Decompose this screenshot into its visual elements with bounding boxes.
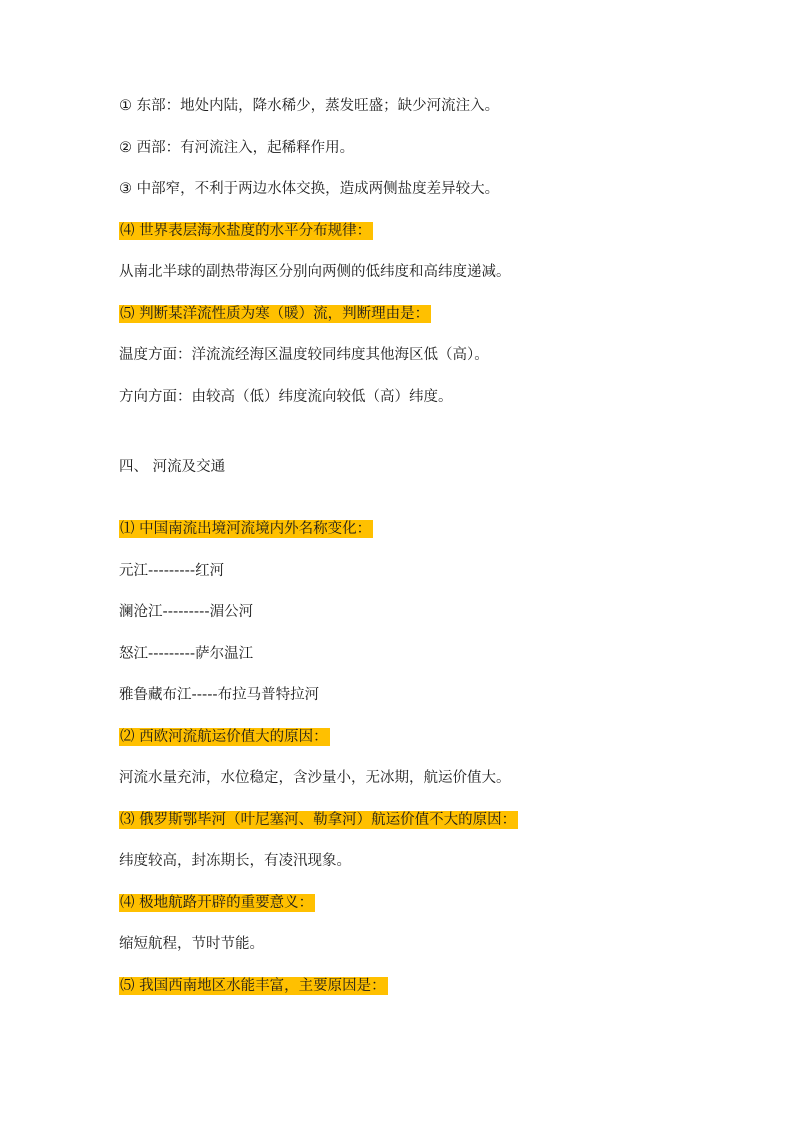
line-text: ⑷ 极地航路开辟的重要意义： (120, 895, 314, 911)
line-text: 雅鲁藏布江-----布拉马普特拉河 (119, 687, 320, 703)
line-text: ② 西部：有河流注入，起稀释作用。 (119, 140, 355, 156)
text-line (119, 262, 511, 282)
line-text: ⑸ 判断某洋流性质为寒（暖）流，判断理由是： (120, 306, 430, 322)
highlighted-heading (119, 810, 518, 830)
text-line (119, 345, 489, 365)
text-line (119, 934, 264, 954)
highlighted-heading (119, 304, 431, 324)
line-text: ⑸ 我国西南地区水能丰富，主要原因是： (120, 978, 386, 994)
line-text: ③ 中部窄，不利于两边水体交换，造成两侧盐度差异较大。 (119, 181, 500, 197)
text-line (119, 96, 499, 116)
highlighted-heading (119, 976, 388, 996)
line-text: 四、 河流及交通 (119, 459, 226, 475)
line-text: 河流水量充沛，水位稳定，含沙量小，无冰期，航运价值大。 (119, 770, 511, 786)
section-heading (119, 457, 225, 477)
line-text: 温度方面：洋流流经海区温度较同纬度其他海区低（高）。 (119, 347, 489, 363)
highlighted-heading (119, 727, 330, 747)
text-line (119, 561, 224, 581)
line-text: 怒江---------萨尔温江 (119, 646, 254, 662)
line-text: 纬度较高，封冻期长，有凌汛现象。 (119, 853, 351, 869)
line-text: 缩短航程，节时节能。 (119, 936, 264, 952)
line-text: ⑴ 中国南流出境河流境内外名称变化： (120, 521, 372, 537)
text-line (119, 138, 354, 158)
text-line (119, 685, 319, 705)
line-text: ① 东部：地处内陆，降水稀少，蒸发旺盛；缺少河流注入。 (119, 98, 500, 114)
text-line (119, 387, 453, 407)
line-text: ⑵ 西欧河流航运价值大的原因： (120, 729, 328, 745)
text-line (119, 768, 511, 788)
line-text: 元江---------红河 (119, 563, 225, 579)
text-line (119, 179, 499, 199)
highlighted-heading (119, 221, 373, 241)
line-text: ⑶ 俄罗斯鄂毕河（叶尼塞河、勒拿河）航运价值不大的原因： (120, 812, 517, 828)
highlighted-heading (119, 519, 373, 539)
text-line (119, 851, 351, 871)
text-line (119, 644, 253, 664)
line-text: 方向方面：由较高（低）纬度流向较低（高）纬度。 (119, 389, 453, 405)
text-line (119, 602, 253, 622)
line-text: 澜沧江---------湄公河 (119, 604, 254, 620)
highlighted-heading (119, 893, 315, 913)
line-text: 从南北半球的副热带海区分别向两侧的低纬度和高纬度递减。 (119, 264, 511, 280)
line-text: ⑷ 世界表层海水盐度的水平分布规律： (120, 223, 372, 239)
